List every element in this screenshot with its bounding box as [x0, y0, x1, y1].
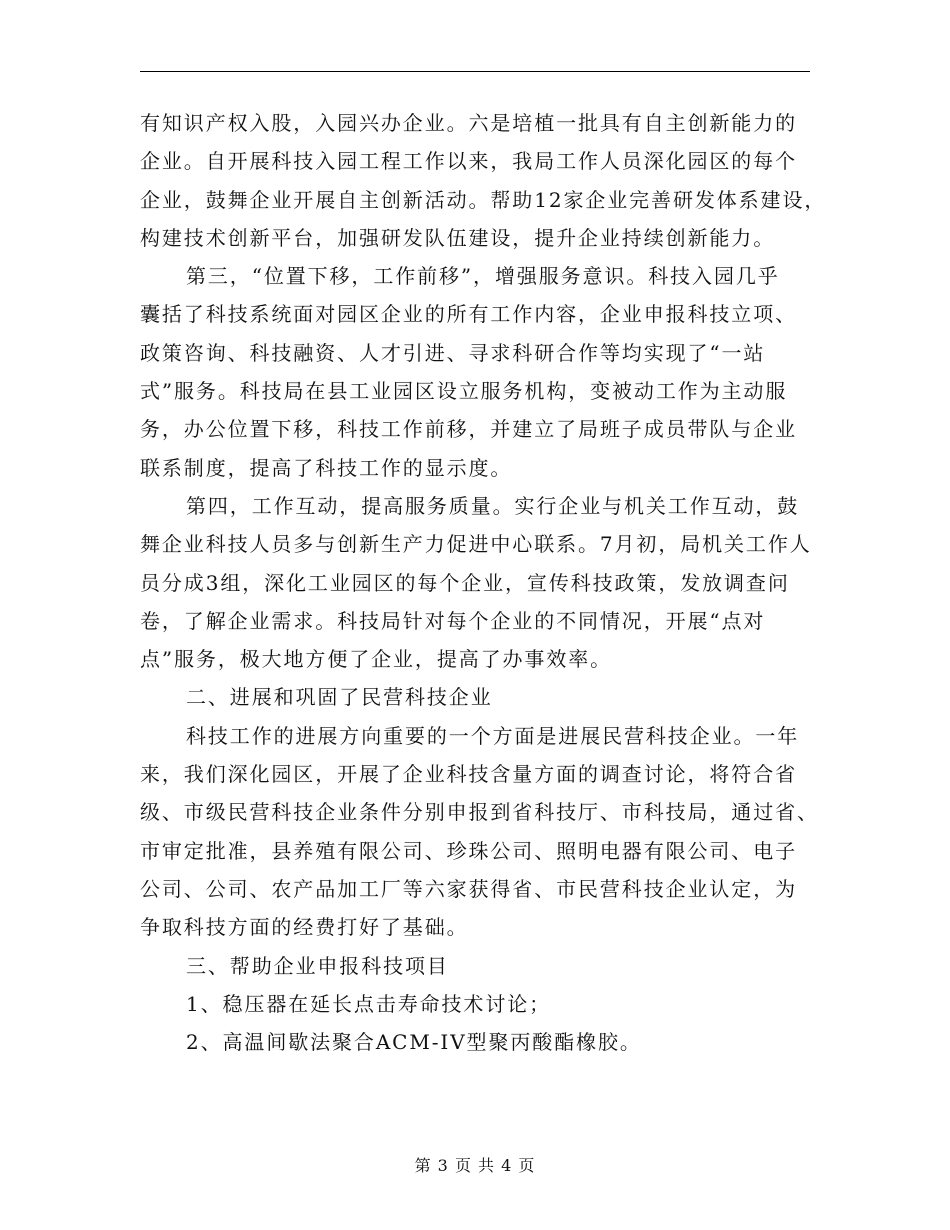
- text-line: 企业。自开展科技入园工程工作以来，我局工作人员深化园区的每个: [140, 149, 797, 174]
- text-line: 企业，鼓舞企业开展自主创新活动。帮助12家企业完善研发体系建设，: [140, 187, 827, 212]
- document-body: [140, 104, 827, 1061]
- section-heading: 三、帮助企业申报科技项目: [186, 953, 449, 978]
- header-rule: [140, 71, 810, 72]
- text-line: 公司、公司、农产品加工厂等六家获得省、市民营科技企业认定，为: [140, 876, 797, 901]
- text-line: 争取科技方面的经费打好了基础。: [140, 915, 469, 940]
- text-line: 政策咨询、科技融资、人才引进、寻求科研合作等均实现了“一站: [140, 340, 766, 365]
- text-line: 级、市级民营科技企业条件分别申报到省科技厅、市科技局，通过省、: [140, 800, 819, 825]
- text-line: 囊括了科技系统面对园区企业的所有工作内容，企业申报科技立项、: [140, 302, 797, 327]
- text-line: 市审定批准，县养殖有限公司、珍珠公司、照明电器有限公司、电子: [140, 838, 797, 863]
- text-line: 务，办公位置下移，科技工作前移，并建立了局班子成员带队与企业: [140, 417, 797, 442]
- paragraph-start-line: 第三，“位置下移，工作前移”，增强服务意识。科技入园几乎: [186, 264, 780, 289]
- section-heading: 二、进展和巩固了民营科技企业: [186, 685, 493, 710]
- text-line: 有知识产权入股，入园兴办企业。六是培植一批具有自主创新能力的: [140, 111, 797, 135]
- text-line: 构建技术创新平台，加强研发队伍建设，提升企业持续创新能力。: [140, 225, 776, 250]
- text-line: 式”服务。科技局在县工业园区设立服务机构，变被动工作为主动服: [140, 379, 788, 404]
- text-line: 来，我们深化园区，开展了企业科技含量方面的调查讨论，将符合省: [140, 762, 797, 787]
- paragraph-start-line: 科技工作的进展方向重要的一个方面是进展民营科技企业。一年: [186, 723, 800, 748]
- text-line: 舞企业科技人员多与创新生产力促进中心联系。7月初，局机关工作人: [140, 532, 812, 557]
- text-line: 卷，了解企业需求。科技局针对每个企业的不同情况，开展“点对: [140, 608, 766, 633]
- list-item: 1、稳压器在延长点击寿命技术讨论；: [186, 991, 552, 1016]
- text-line: 员分成3组，深化工业园区的每个企业，宣传科技政策，发放调查问: [140, 570, 790, 595]
- text-line: 点”服务，极大地方便了企业，提高了办事效率。: [140, 647, 613, 672]
- text-line: 联系制度，提高了科技工作的显示度。: [140, 455, 513, 480]
- paragraph-start-line: 第四，工作互动，提高服务质量。实行企业与机关工作互动，鼓: [186, 493, 800, 518]
- list-item: 2、高温间歇法聚合ACM-IV型聚丙酸酯橡胶。: [186, 1030, 642, 1055]
- page-number-footer: 第 3 页 共 4 页: [414, 1156, 536, 1175]
